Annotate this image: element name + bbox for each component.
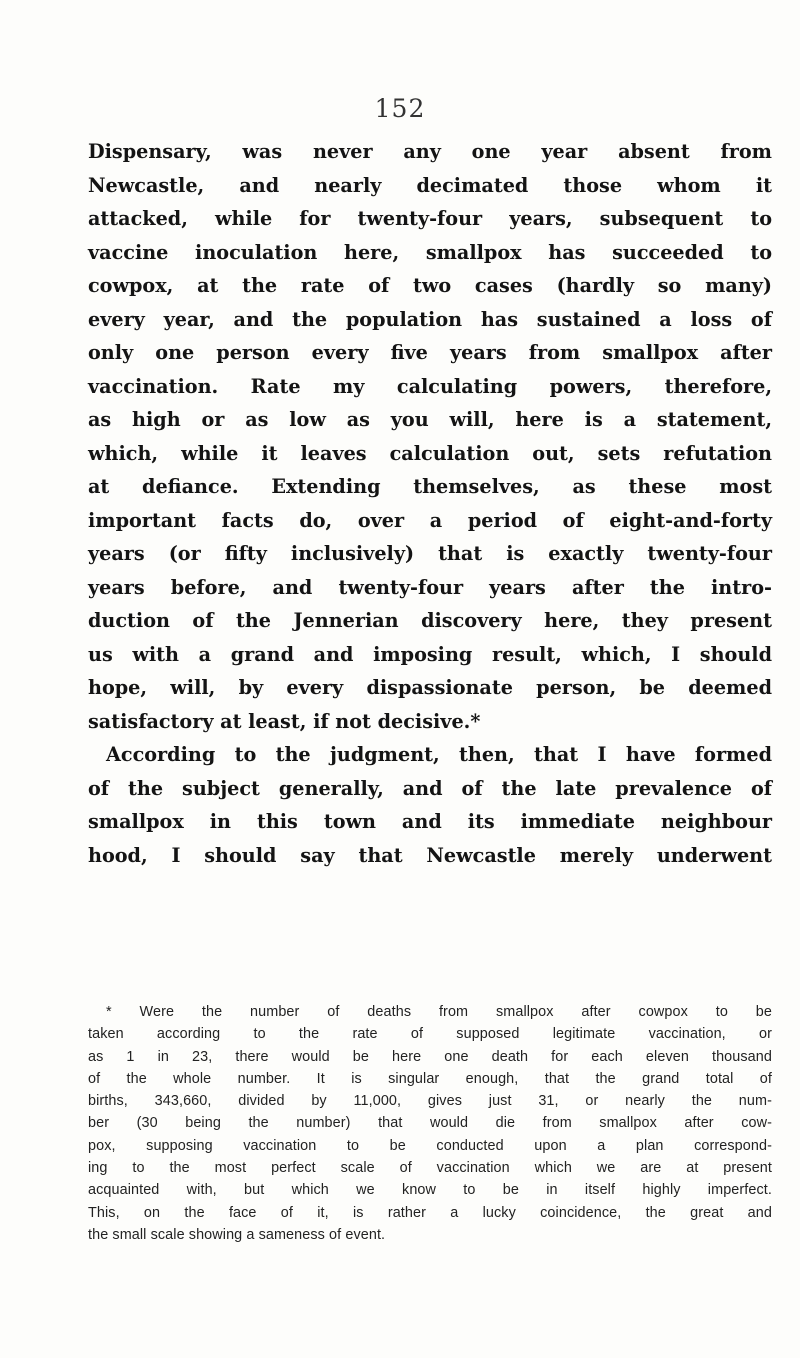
body-line: smallpox in this town and its immediate neighbour — [88, 810, 772, 833]
footnote-line: * Were the number of deaths from smallpox after cowpox to be — [106, 1004, 772, 1020]
body-line: hope, will, by every dispassionate person, be deemed — [88, 676, 772, 699]
page-number: 152 — [374, 94, 426, 123]
body-line: years (or fifty inclusively) that is exactly twenty-four — [88, 542, 772, 565]
body-line: attacked, while for twenty-four years, subsequent to — [88, 207, 772, 230]
footnote-line: births, 343,660, divided by 11,000, gives just 31, or nearly the num- — [88, 1093, 772, 1110]
body-line: every year, and the population has sustained a loss of — [88, 307, 772, 331]
body-line: important facts do, over a period of eight-and-forty — [88, 508, 772, 532]
body-line: at defiance. Extending themselves, as these most — [88, 475, 772, 498]
footnote-line: acquainted with, but which we know to be in itself highly imperfect. — [88, 1182, 772, 1199]
body-line: duction of the Jennerian discovery here, they present — [88, 609, 772, 632]
footnote-line: as 1 in 23, there would be here one death for each eleven thousand — [88, 1048, 772, 1065]
footnote-line: ber (30 being the number) that would die from smallpox after cow- — [88, 1115, 772, 1132]
footnote-line: ing to the most perfect scale of vaccination which we are at present — [88, 1160, 772, 1177]
body-line: cowpox, at the rate of two cases (hardly so many) — [88, 274, 772, 297]
body-line: vaccination. Rate my calculating powers, therefore, — [88, 374, 772, 398]
body-line: of the subject generally, and of the late prevalence of — [88, 776, 772, 800]
footnote-line: the small scale showing a sameness of event. — [88, 1226, 386, 1243]
body-line: as high or as low as you will, here is a statement, — [88, 408, 772, 431]
footnote-line: taken according to the rate of supposed legitimate vaccination, or — [88, 1026, 772, 1043]
body-line: years before, and twenty-four years after the intro- — [88, 575, 772, 599]
footnote-line: This, on the face of it, is rather a lucky coincidence, the great and — [88, 1204, 772, 1221]
footnote — [88, 1001, 772, 1246]
body-line: hood, I should say that Newcastle merely underwent — [88, 843, 772, 867]
footnote-line: pox, supposing vaccination to be conducted upon a plan correspond- — [88, 1137, 772, 1154]
body-line: Dispensary, was never any one year absent from — [88, 140, 772, 163]
footnote-line: of the whole number. It is singular enough, that the grand total of — [88, 1070, 772, 1087]
body-line: According to the judgment, then, that I have formed — [106, 743, 772, 766]
body-line: Newcastle, and nearly decimated those whom it — [88, 173, 772, 197]
body-line: which, while it leaves calculation out, sets refutation — [88, 441, 772, 465]
body-text — [88, 135, 772, 872]
body-line: only one person every five years from smallpox after — [88, 341, 772, 364]
body-line: us with a grand and imposing result, which, I should — [88, 642, 772, 666]
body-line: vaccine inoculation here, smallpox has succeeded to — [88, 240, 772, 264]
body-line: satisfactory at least, if not decisive.* — [88, 709, 481, 733]
